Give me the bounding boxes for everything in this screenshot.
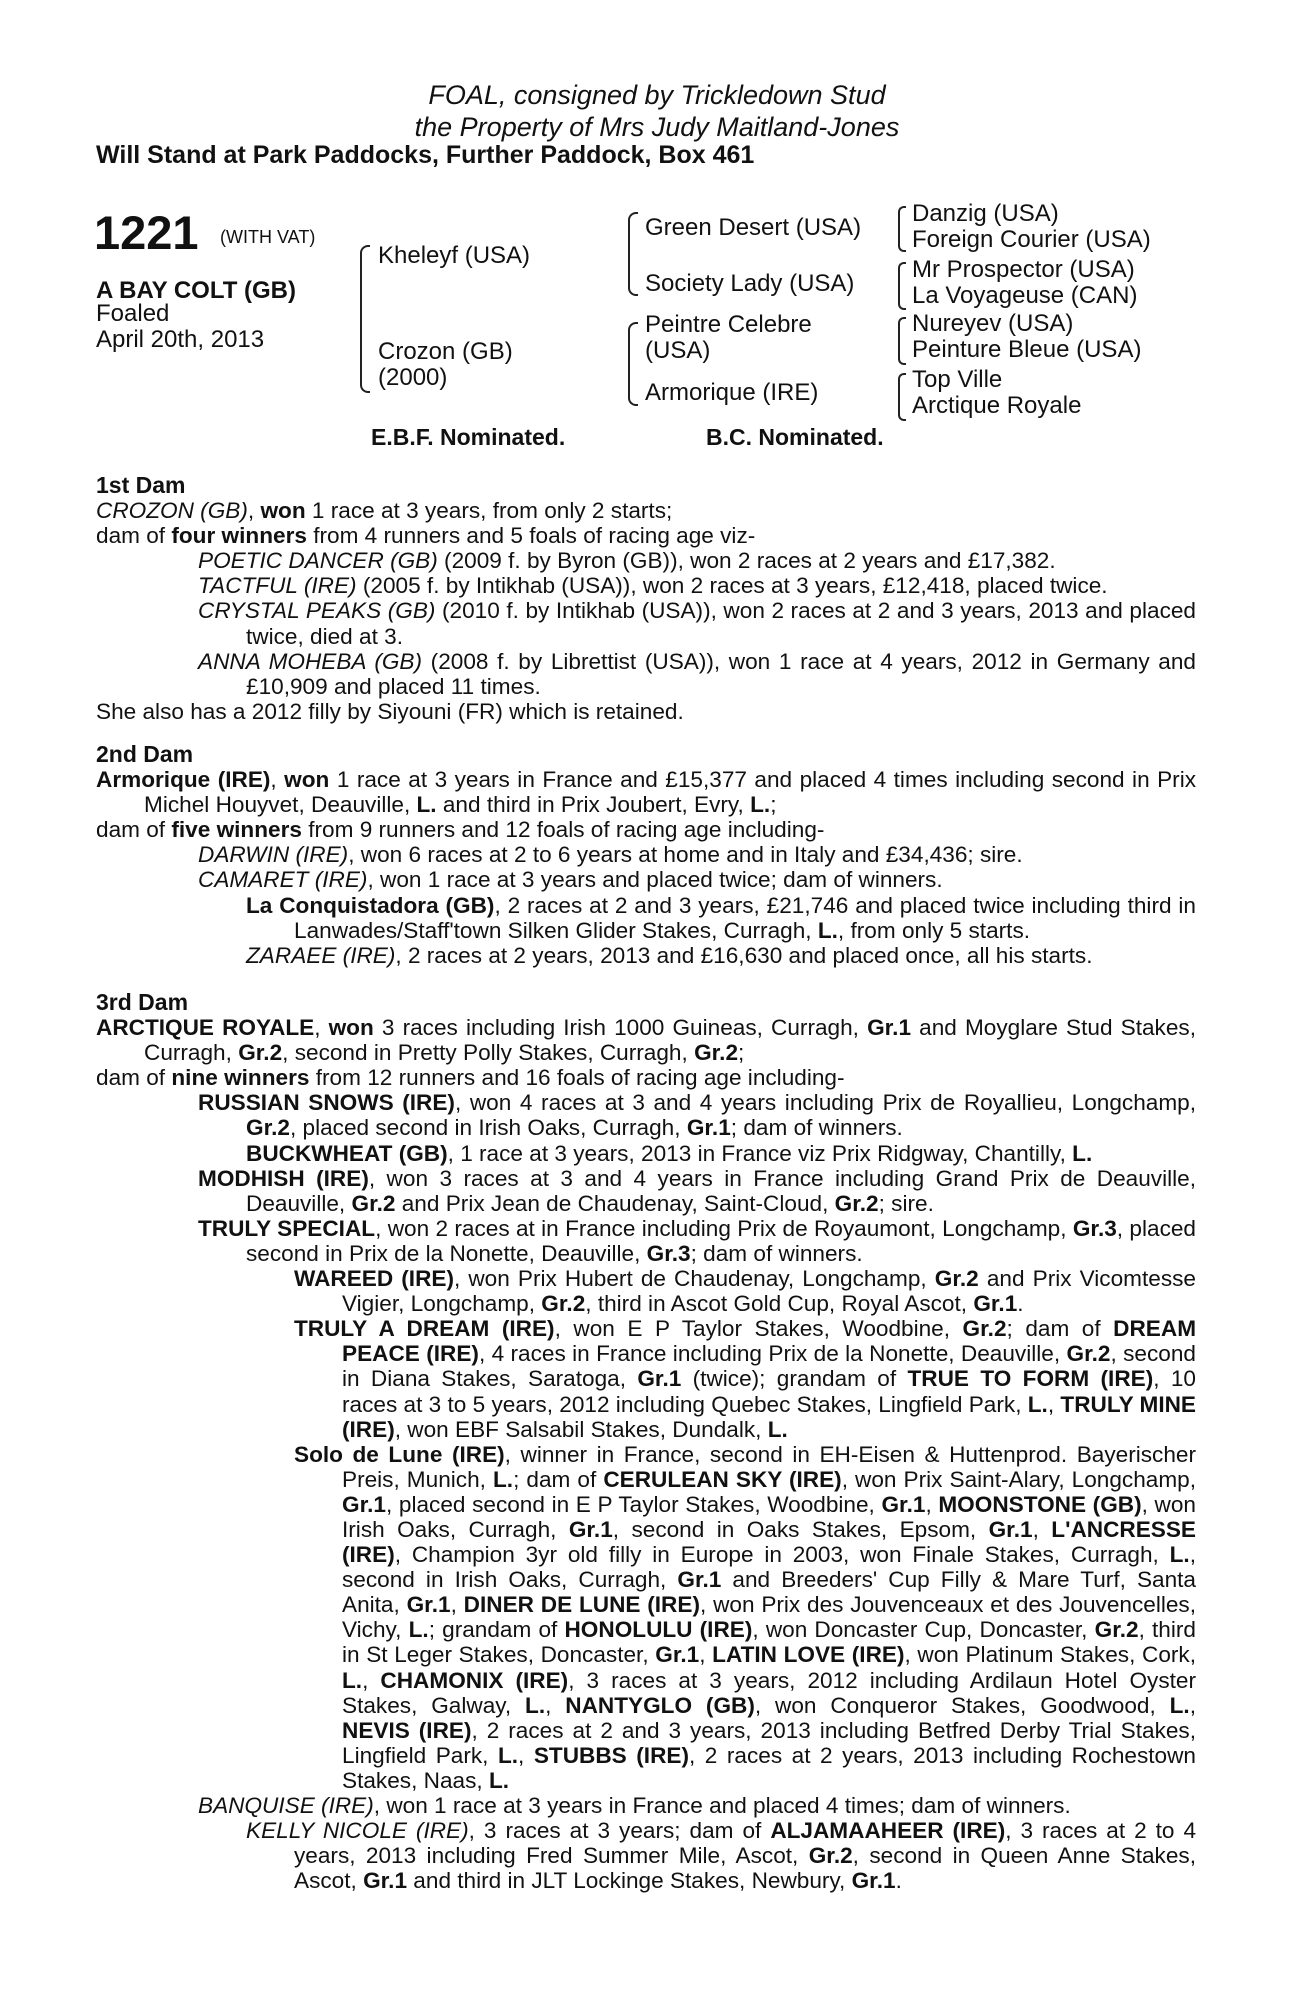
produce-item: ZARAEE (IRE), 2 races at 2 years, 2013 and £16,630 and placed once, all his starts. [246,942,1093,968]
produce-item: CAMARET (IRE), won 1 race at 3 years and placed twice; dam of winners. [198,867,943,893]
third-dam-produce-summary: dam of nine winners from 12 runners and 16 foals of racing age including- [96,1065,845,1091]
dam-year: (2000) [378,364,448,391]
pedigree-brace-2 [628,212,638,296]
produce-item: La Conquistadora (GB), 2 races at 2 and 3 years, £21,746 and placed twice including third in Lanwades/Staff'town Silken Glider Stakes, Curragh, L., from only 5 starts. [246,892,1196,943]
sss-name: Danzig (USA) [912,200,1059,227]
header-line-3: Will Stand at Park Paddocks, Further Paddock, Box 461 [96,141,755,169]
produce-item: MODHISH (IRE), won 3 races at 3 and 4 years in France including Grand Prix de Deauville, Deauville, Gr.2 and Prix Jean de Chaudenay, Saint-Cloud, Gr.2; sire. [198,1165,1196,1216]
third-dam-section [96,990,1196,1893]
second-dam-produce-summary: dam of five winners from 9 runners and 12 foals of racing age including- [96,817,825,843]
first-dam-heading: 1st Dam [96,472,186,498]
pedigree-brace-6 [898,317,906,365]
ssd-name: Foreign Courier (USA) [912,226,1151,253]
dam-name: Crozon (GB) [378,338,513,365]
second-dam-section [96,742,1196,968]
sire-sire: Green Desert (USA) [645,214,862,241]
third-dam-record: ARCTIQUE ROYALE, won 3 races including Irish 1000 Guineas, Curragh, Gr.1 and Moyglare Stud Stakes, Curragh, Gr.2, second in Pretty Polly Stakes, Curragh, Gr.2; [96,1015,1196,1066]
sire-name: Kheleyf (USA) [378,242,531,269]
header-line-1: FOAL, consigned by Trickledown Stud [428,80,886,110]
sdd-name: La Voyageuse (CAN) [912,282,1138,309]
produce-item: BUCKWHEAT (GB), 1 race at 3 years, 2013 in France viz Prix Ridgway, Chantilly, L. [246,1140,1093,1166]
bc-nomination: B.C. Nominated. [706,424,884,450]
produce-item: TRULY A DREAM (IRE), won E P Taylor Stakes, Woodbine, Gr.2; dam of DREAM PEACE (IRE), 4 races in France including Prix de la Nonette, Deauville, Gr.2, second in Diana Stakes, Saratoga, Gr.1 (twice); grandam of TRUE TO FORM (IRE), 10 races at 3 to 5 years, 2012 including Quebec Stakes, Lingfield Park, L., TRULY MINE (IRE), won EBF Salsabil Stakes, Dundalk, L. [294,1316,1197,1442]
foaled-label: Foaled [96,300,170,327]
lot-number: 1221 [94,206,199,259]
produce-item: CRYSTAL PEAKS (GB) (2010 f. by Intikhab (USA)), won 2 races at 2 and 3 years, 2013 and placed twice, died at 3. [198,598,1196,649]
ddd-name: Arctique Royale [912,392,1082,419]
third-dam-heading: 3rd Dam [96,989,189,1015]
produce-item: RUSSIAN SNOWS (IRE), won 4 races at 3 and 4 years including Prix de Royallieu, Longchamp, Gr.2, placed second in Irish Oaks, Curragh, Gr.1; dam of winners. [198,1090,1196,1141]
first-dam-section [96,473,1196,724]
produce-item: POETIC DANCER (GB) (2009 f. by Byron (GB)), won 2 races at 2 years and £17,382. [198,548,1056,574]
dss-name: Nureyev (USA) [912,310,1074,337]
sds-name: Mr Prospector (USA) [912,256,1135,283]
dds-name: Top Ville [912,366,1003,393]
vat-label: (WITH VAT) [220,227,316,247]
lot-title: A BAY COLT (GB) [96,277,297,304]
header-line-2: the Property of Mrs Judy Maitland-Jones [414,112,900,142]
second-dam-record: Armorique (IRE), won 1 race at 3 years in France and £15,377 and placed 4 times including second in Prix Michel Houyvet, Deauville, L. and third in Prix Joubert, Evry, L.; [96,767,1197,818]
produce-item: Solo de Lune (IRE), winner in France, second in EH-Eisen & Huttenprod. Bayerischer Preis, Munich, L.; dam of CERULEAN SKY (IRE), won Prix Saint-Alary, Longchamp, Gr.1, placed second in E P Taylor Stakes, Woodbine, Gr.1, MOONSTONE (GB), won Irish Oaks, Curragh, Gr.1, second in Oaks Stakes, Epsom, Gr.1, L'ANCRESSE (IRE), Champion 3yr old filly in Europe in 2003, won Finale Stakes, Curragh, L., second in Irish Oaks, Curragh, Gr.1 and Breeders' Cup Filly & Mare Turf, Santa Anita, Gr.1, DINER DE LUNE (IRE), won Prix des Jouvenceaux et des Jouvencelles, Vichy, L.; grandam of HONOLULU (IRE), won Doncaster Cup, Doncaster, Gr.2, third in St Leger Stakes, Doncaster, Gr.1, LATIN LOVE (IRE), won Platinum Stakes, Cork, L., CHAMONIX (IRE), 3 races at 3 years, 2012 including Ardilaun Hotel Oyster Stakes, Galway, L., NANTYGLO (GB), won Conqueror Stakes, Goodwood, L., NEVIS (IRE), 2 races at 2 and 3 years, 2013 including Betfred Derby Trial Stakes, Lingfield Park, L., STUBBS (IRE), 2 races at 2 years, 2013 including Rochestown Stakes, Naas, L. [294,1441,1197,1793]
produce-item: ANNA MOHEBA (GB) (2008 f. by Librettist (USA)), won 1 race at 4 years, 2012 in Germany and £10,909 and placed 11 times. [198,648,1196,699]
dam-sire-line-1: Peintre Celebre [645,311,812,338]
foaled-date: April 20th, 2013 [96,326,265,353]
dsd-name: Peinture Bleue (USA) [912,336,1142,363]
pedigree-brace-4 [898,206,906,252]
dam-sire-line-2: (USA) [645,337,711,364]
pedigree-brace-1 [360,245,370,393]
pedigree-brace-7 [898,373,906,421]
pedigree-brace-3 [628,322,638,406]
produce-item: TRULY SPECIAL, won 2 races at in France including Prix de Royaumont, Longchamp, Gr.3, placed second in Prix de la Nonette, Deauville, Gr.3; dam of winners. [198,1215,1196,1266]
first-dam-produce-summary: dam of four winners from 4 runners and 5 foals of racing age viz- [96,523,756,549]
second-dam-heading: 2nd Dam [96,741,194,767]
produce-item: TACTFUL (IRE) (2005 f. by Intikhab (USA)), won 2 races at 3 years, £12,418, placed twice. [198,573,1108,599]
first-dam-note: She also has a 2012 filly by Siyouni (FR) which is retained. [96,698,684,724]
produce-item: KELLY NICOLE (IRE), 3 races at 3 years; dam of ALJAMAAHEER (IRE), 3 races at 2 to 4 years, 2013 including Fred Summer Mile, Ascot, Gr.2, second in Queen Anne Stakes, Ascot, Gr.1 and third in JLT Lockinge Stakes, Newbury, Gr.1. [246,1818,1197,1894]
sire-dam: Society Lady (USA) [645,270,855,297]
produce-item: WAREED (IRE), won Prix Hubert de Chaudenay, Longchamp, Gr.2 and Prix Vicomtesse Vigier, Longchamp, Gr.2, third in Ascot Gold Cup, Royal Ascot, Gr.1. [294,1266,1196,1317]
dam-dam: Armorique (IRE) [645,379,819,406]
produce-item: DARWIN (IRE), won 6 races at 2 to 6 years at home and in Italy and £34,436; sire. [198,842,1023,868]
ebf-nomination: E.B.F. Nominated. [371,424,566,450]
produce-item: BANQUISE (IRE), won 1 race at 3 years in France and placed 4 times; dam of winners. [198,1793,1071,1818]
pedigree-brace-5 [898,262,906,310]
first-dam-record: CROZON (GB), won 1 race at 3 years, from only 2 starts; [96,498,673,524]
